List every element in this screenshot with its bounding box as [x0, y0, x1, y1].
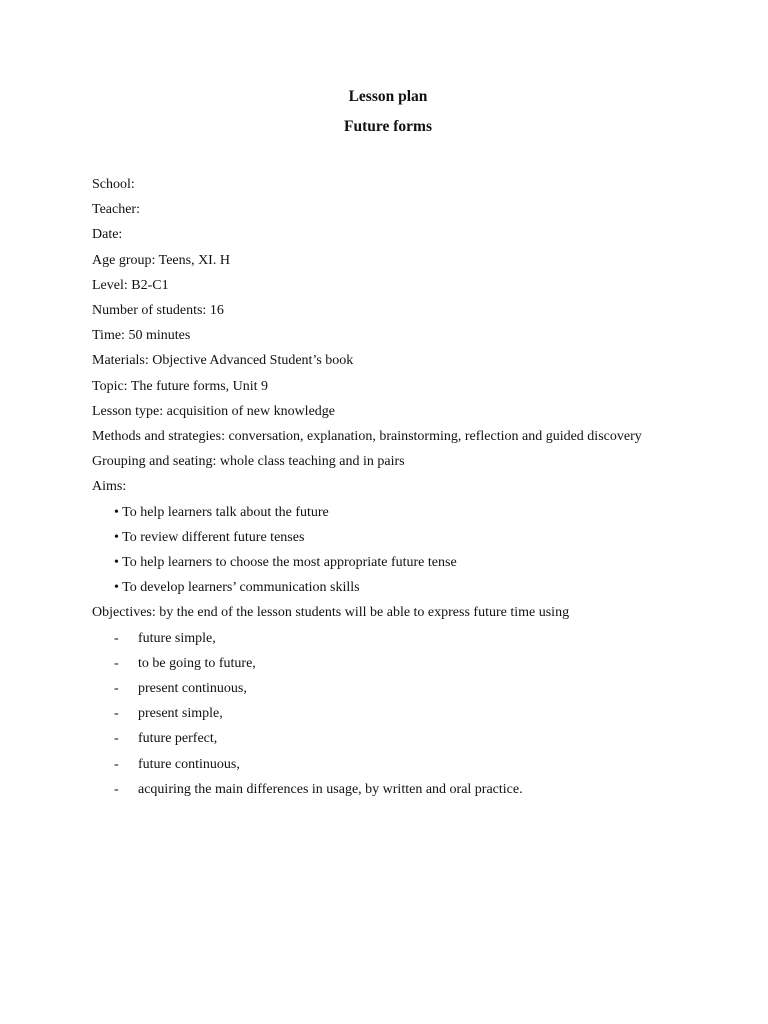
aim-item: • To help learners talk about the future	[114, 504, 329, 520]
document-subtitle: Future forms	[344, 118, 432, 135]
grouping-field: Grouping and seating: whole class teaching and in pairs	[92, 454, 405, 470]
dash-bullet: -	[114, 655, 119, 671]
topic-field: Topic: The future forms, Unit 9	[92, 378, 269, 394]
objective-text: present simple,	[138, 706, 223, 722]
aim-item: • To review different future tenses	[114, 529, 305, 545]
materials-field: Materials: Objective Advanced Student’s book	[92, 353, 354, 369]
objective-text: acquiring the main differences in usage, by written and oral practice.	[138, 781, 523, 797]
objectives-intro: Objectives: by the end of the lesson students will be able to express future time using	[92, 605, 570, 621]
objective-item	[92, 676, 652, 701]
aim-item: • To develop learners’ communication skills	[114, 580, 360, 596]
objective-item	[92, 651, 652, 676]
objective-text: future simple,	[138, 630, 216, 646]
document-title: Lesson plan	[348, 88, 428, 105]
students-field: Number of students: 16	[92, 303, 224, 319]
school-field: School:	[92, 177, 135, 192]
time-field: Time: 50 minutes	[92, 328, 191, 344]
objective-item	[92, 777, 652, 802]
dash-bullet: -	[114, 731, 119, 747]
objective-item	[92, 626, 652, 651]
objective-text: present continuous,	[138, 681, 247, 697]
aims-list	[92, 500, 652, 601]
objective-item	[92, 752, 652, 777]
dash-bullet: -	[114, 781, 119, 797]
teacher-field: Teacher:	[92, 202, 140, 218]
objectives-list	[92, 626, 652, 802]
age-group-field: Age group: Teens, XI. H	[92, 252, 230, 268]
dash-bullet: -	[114, 630, 119, 646]
dash-bullet: -	[114, 756, 119, 772]
dash-bullet: -	[114, 706, 119, 722]
objective-item	[92, 701, 652, 726]
objective-text: future continuous,	[138, 756, 240, 772]
objective-text: future perfect,	[138, 731, 218, 747]
date-field: Date:	[92, 227, 123, 243]
aims-label: Aims:	[92, 479, 127, 495]
lesson-type-field: Lesson type: acquisition of new knowledge	[92, 403, 336, 419]
dash-bullet: -	[114, 681, 119, 697]
aim-item: • To help learners to choose the most appropriate future tense	[114, 555, 457, 571]
methods-field: Methods and strategies: conversation, explanation, brainstorming, reflection and guided discovery	[92, 429, 642, 445]
lesson-details	[92, 172, 652, 802]
objective-text: to be going to future,	[138, 655, 256, 671]
level-field: Level: B2-C1	[92, 277, 169, 293]
objective-item	[92, 726, 652, 751]
